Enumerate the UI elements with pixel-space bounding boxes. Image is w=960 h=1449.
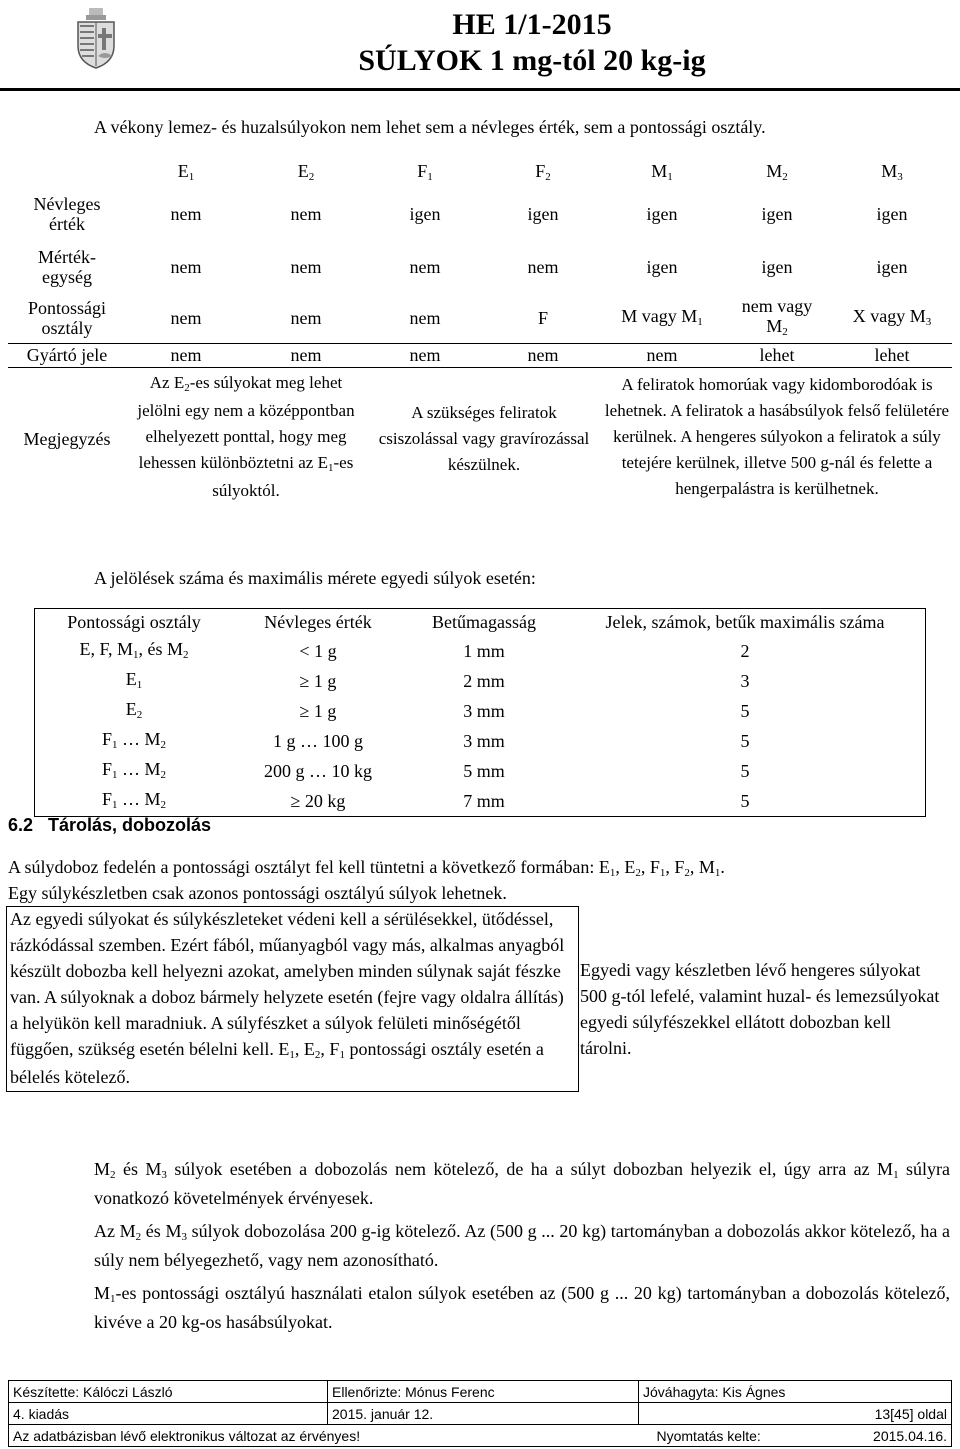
class-cell: $F_1$ … $M_2$ [101, 789, 167, 811]
intro-text: A vékony lemez- és huzalsúlyokon nem lehet sem a névleges érték, sem a pontossági osztály. [94, 117, 766, 137]
height-cell: 1 mm [463, 640, 505, 661]
cell: nem [527, 256, 559, 277]
cell: nem [170, 203, 202, 224]
value-cell: 1 g … 100 g [273, 730, 363, 751]
max-cell: 5 [740, 790, 750, 811]
cell: F [537, 307, 548, 328]
height-cell: 5 mm [463, 760, 505, 781]
value-cell: 200 g … 10 kg [264, 760, 372, 781]
boxing-paragraph-5: $M_1-es$ pontossági osztályú használati etalon súlyok esetében az (500 g ... 20 kg) tartományban a dobozolás kötelező, kivéve a 20 kg-os hasábsúlyokat. [94, 1283, 950, 1332]
table-row [35, 756, 926, 786]
cell: igen [527, 203, 559, 224]
height-cell: 3 mm [463, 700, 505, 721]
cell: igen [876, 256, 908, 277]
edition-date: 2015. január 12. [328, 1403, 639, 1425]
cell: igen [646, 203, 678, 224]
max-cell: 5 [740, 760, 750, 781]
cell: lehet [722, 343, 832, 367]
cell: nem [126, 343, 246, 367]
section-heading: 6.2 Tárolás, dobozolás [8, 815, 212, 835]
boxing-paragraph-4: Az $M_2$ és $M_3$ súlyok dobozolása 200 g-ig kötelező. Az (500 g ... 20 kg) tartományban a dobozolás akkor kötelező, ha a súly nem bélyegezhető, vagy nem azonosítható. [94, 1221, 950, 1270]
cell: nem [290, 256, 322, 277]
class-cell: $M_2$ [766, 160, 788, 183]
note-inscriptions: A feliratok homorúak vagy kidomborodóak is lehetnek. A feliratok a hasábsúlyok felső felületére kerülnek. A hengeres súlyokon a feliratok a súly tetejére kerülnek, illetve 500 g-nál és felette a hengerpalástra is kerülhetnek. [602, 367, 952, 510]
approved-by: Jóváhagyta: Kis Ágnes [639, 1381, 952, 1403]
class-cell: $F_1$ … $M_2$ [101, 729, 167, 751]
row-accuracy-class [8, 293, 952, 343]
class-cell: $E_2$ [297, 160, 315, 183]
cell: igen [646, 256, 678, 277]
header-rule [0, 88, 960, 91]
table-row [35, 726, 926, 756]
class-cell: $F_1$ … $M_2$ [101, 759, 167, 781]
table-row [35, 786, 926, 817]
cell: nem [366, 343, 484, 367]
page-number: 13[45] oldal [639, 1403, 952, 1425]
cell: nem [409, 256, 441, 277]
notes-label: Megjegyzés [8, 367, 126, 510]
value-cell: < 1 g [299, 640, 337, 661]
coat-of-arms-icon [72, 6, 120, 70]
height-cell: 7 mm [463, 790, 505, 811]
table-header-row [35, 609, 926, 637]
cell: M vagy $M_1$ [621, 306, 703, 329]
edition: 4. kiadás [9, 1403, 328, 1425]
boxing-paragraph-3: $M_2$ és $M_3$ súlyok esetében a dobozolás nem kötelező, de ha a súlyt dobozban helyezik el, úgy arra az $M_1$ súlyra vonatkozó követelmények érvényesek. [94, 1159, 951, 1208]
cell: igen [761, 256, 793, 277]
row-unit [8, 240, 952, 293]
notes-row [8, 367, 952, 510]
document-code: HE 1/1-2015 [452, 8, 612, 41]
class-cell: $E_2$ [125, 699, 143, 721]
validity-note: Az adatbázisban lévő elektronikus változat az érvényes! [9, 1425, 639, 1447]
note-engraving: A szükséges feliratok csiszolással vagy gravírozással készülnek. [366, 367, 602, 510]
max-cell: 2 [740, 640, 750, 661]
table-row [35, 666, 926, 696]
value-cell: ≥ 1 g [299, 670, 337, 691]
boxing-paragraph-1: A súlydoboz fedelén a pontossági osztályt fel kell tüntetni a következő formában: $E_1$, $E_2$, $F_1$, $F_2$, $M_1$. [8, 857, 725, 879]
table2-caption: A jelölések száma és maximális mérete egyedi súlyok esetén: [94, 568, 536, 588]
header-cell: Jelek, számok, betűk maximális száma [605, 612, 885, 632]
class-cell: $E_1$ [125, 669, 143, 691]
table-row [35, 696, 926, 726]
max-cell: 3 [740, 670, 750, 691]
height-cell: 3 mm [463, 730, 505, 751]
class-cell: $M_3$ [881, 160, 903, 183]
boxing-paragraph-2: Egy súlykészletben csak azonos pontossági osztályú súlyok lehetnek. [8, 883, 507, 903]
cell: nem vagy $M_2$ [741, 296, 813, 339]
cell: nem [484, 343, 602, 367]
marking-size-table [34, 608, 926, 817]
class-cell: $F_2$ [535, 160, 551, 183]
value-cell: ≥ 20 kg [290, 790, 346, 811]
footer-table [8, 1380, 952, 1447]
header-cell: Pontossági osztály [67, 612, 201, 632]
class-cell: $M_1$ [651, 160, 673, 183]
max-cell: 5 [740, 700, 750, 721]
row-label: Gyártó jele [8, 343, 126, 367]
max-cell: 5 [740, 730, 750, 751]
checked-by: Ellenőrizte: Mónus Ferenc [328, 1381, 639, 1403]
class-cell: E, F, $M_1$, és $M_2$ [79, 639, 189, 661]
cell: nem [290, 307, 322, 328]
row-label: Mérték- egység [38, 246, 96, 287]
note-e2: Az $E_2-es$ súlyokat meg lehet jelölni egy nem a középpontban elhelyezett ponttal, hogy meg lehessen különböztetni az $E_1-es$ súlyoktól. [126, 367, 366, 510]
class-header-row [8, 157, 952, 187]
height-cell: 2 mm [463, 670, 505, 691]
cylindrical-weights-note: Egyedi vagy készletben lévő hengeres súlyokat 500 g-tól lefelé, valamint huzal- és lemezsúlyokat egyedi súlyfészekkel ellátott dobozban kell tárolni. [580, 960, 940, 1058]
row-manufacturer-mark [8, 343, 952, 367]
print-date: Nyomtatás kelte: 2015.04.16. [639, 1425, 952, 1447]
class-cell: $E_1$ [177, 160, 195, 183]
protection-box: Az egyedi súlyokat és súlykészleteket védeni kell a sérülésekkel, ütődéssel, rázkódással szemben. Ezért fából, műanyagból vagy más, alkalmas anyagból készült dobozba kell helyezni azokat, amelyben minden súlynak saját fészke van. A súlyoknak a doboz bármely helyzete esetén (fejre vagy oldalra állítás) a helyükön kell maradniuk. A súlyfészket a súlyok felületi minőségétől függően, szükség esetén bélelni kell. $E_1$, $E_2$, $F_1$ pontossági osztály esetén a bélelés kötelező. [6, 906, 579, 1092]
header-cell: Betűmagasság [432, 612, 536, 632]
row-label: Névleges érték [33, 193, 101, 234]
class-cell: $F_1$ [417, 160, 433, 183]
cell: nem [170, 256, 202, 277]
header-cell: Névleges érték [264, 612, 372, 632]
row-label: Pontossági osztály [27, 297, 106, 338]
marking-table [8, 157, 952, 510]
cell: igen [761, 203, 793, 224]
row-nominal-value [8, 187, 952, 240]
cell: igen [409, 203, 441, 224]
cell: igen [876, 203, 908, 224]
cell: nem [290, 203, 322, 224]
cell: nem [409, 307, 441, 328]
cell: nem [170, 307, 202, 328]
prepared-by: Készítette: Kálóczi László [9, 1381, 328, 1403]
cell: nem [602, 343, 722, 367]
cell: X vagy $M_3$ [852, 306, 932, 329]
cell: lehet [832, 343, 952, 367]
cell: nem [246, 343, 366, 367]
document-title: SÚLYOK 1 mg-tól 20 kg-ig [358, 44, 706, 77]
value-cell: ≥ 1 g [299, 700, 337, 721]
table-row [35, 636, 926, 666]
